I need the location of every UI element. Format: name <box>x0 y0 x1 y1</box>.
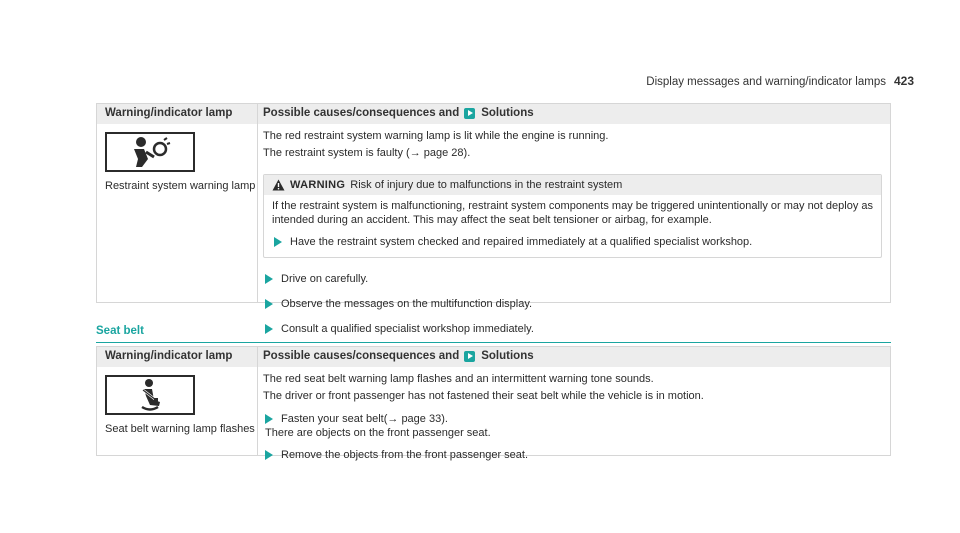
action-arrow-icon <box>265 450 273 460</box>
warning-text: If the restraint system is malfunctioning, restraint system components may be triggered unintentionally or may not deploy as intended during an accident. This may affect the seat belt tensioner or airbag, for example. <box>272 200 874 226</box>
action-arrow-icon <box>265 414 273 424</box>
cause-text-1: The red restraint system warning lamp is lit while the engine is running. <box>263 130 609 142</box>
col-header-solutions-label: Solutions <box>481 107 534 119</box>
header-section-title: Display messages and warning/indicator lamps <box>646 76 886 88</box>
causes-cell <box>257 367 890 461</box>
cause-text-2: The driver or front passenger has not fastened their seat belt while the vehicle is in motion. <box>263 390 704 402</box>
page-header <box>646 74 914 88</box>
lamp-label: Restraint system warning lamp <box>105 180 256 192</box>
col-header-causes <box>257 347 890 367</box>
airbag-person-icon <box>105 132 195 172</box>
solution-step <box>263 272 882 286</box>
lamp-cell <box>97 124 257 302</box>
restraint-system-table <box>96 103 891 335</box>
solution-step <box>263 448 882 462</box>
col-header-causes <box>257 104 890 124</box>
seat-belt-table <box>96 346 891 461</box>
solution-step-line-2: There are objects on the front passenger seat. <box>265 427 491 439</box>
table-header <box>97 347 890 367</box>
solution-step <box>263 412 882 440</box>
section-title-seat-belt: Seat belt <box>96 325 891 343</box>
col-header-solutions-label: Solutions <box>481 350 534 362</box>
table-header <box>97 104 890 124</box>
warning-action-text: Have the restraint system checked and repaired immediately at a qualified specialist workshop. <box>290 236 753 248</box>
action-arrow-icon <box>274 237 282 247</box>
solution-step-text: Consult a qualified specialist workshop immediately. <box>281 323 534 335</box>
cause-text-2: The restraint system is faulty (→ page 28). <box>263 147 471 159</box>
cause-text-1: The red seat belt warning lamp flashes and an intermittent warning tone sounds. <box>263 373 654 385</box>
warning-box <box>263 174 882 258</box>
col-header-causes-label: Possible causes/consequences and <box>263 350 460 362</box>
col-header-lamp: Warning/indicator lamp <box>105 107 233 119</box>
warning-action <box>272 235 873 249</box>
warning-label: WARNING <box>290 179 346 191</box>
solution-step <box>263 297 882 311</box>
warning-triangle-icon <box>272 179 285 191</box>
causes-cell <box>257 124 890 335</box>
seat-belt-icon <box>105 375 195 415</box>
arrow-icon <box>464 351 475 362</box>
page-number: 423 <box>893 74 914 88</box>
action-arrow-icon <box>265 299 273 309</box>
solution-step-text: Remove the objects from the front passenger seat. <box>281 449 529 461</box>
col-header-causes-label: Possible causes/consequences and <box>263 107 460 119</box>
action-arrow-icon <box>265 274 273 284</box>
warning-header <box>264 175 881 195</box>
arrow-icon <box>464 108 475 119</box>
solution-step-line-1: Fasten your seat belt(→ page 33). <box>281 413 448 425</box>
col-header-lamp: Warning/indicator lamp <box>105 350 233 362</box>
solution-step-text <box>265 412 491 440</box>
warning-title: Risk of injury due to malfunctions in the restraint system <box>350 179 623 191</box>
solution-step-text: Observe the messages on the multifunction display. <box>281 298 533 310</box>
warning-body <box>264 195 881 257</box>
lamp-label: Seat belt warning lamp flashes <box>105 423 255 435</box>
solution-step-text: Drive on carefully. <box>281 273 369 285</box>
lamp-cell <box>97 367 257 455</box>
